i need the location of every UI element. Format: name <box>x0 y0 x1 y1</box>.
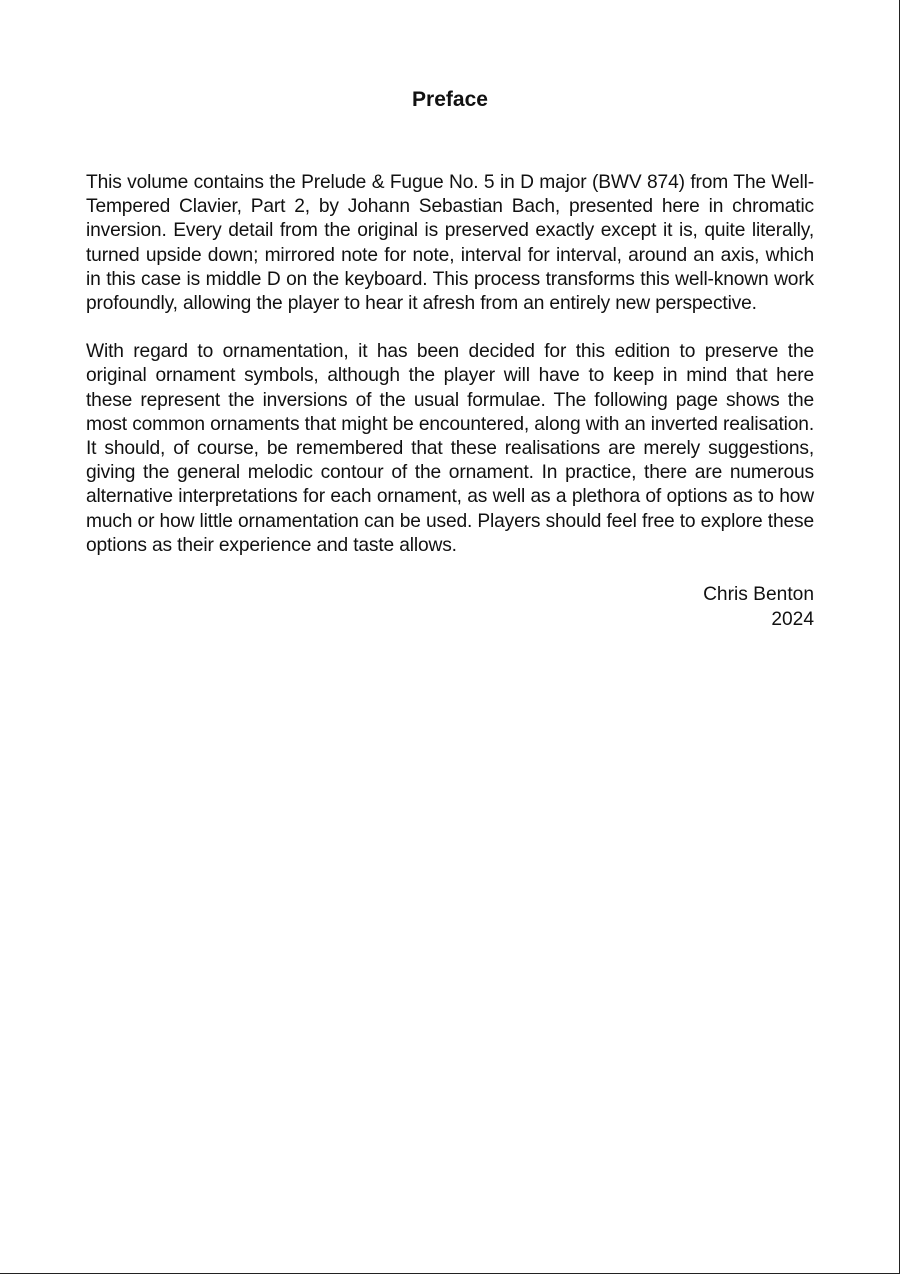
page-title: Preface <box>412 88 488 111</box>
signature-year: 2024 <box>771 609 814 631</box>
preface-body <box>86 171 814 632</box>
author-name: Chris Benton <box>703 584 814 606</box>
signature-block <box>86 582 814 632</box>
paragraph-2: With regard to ornamentation, it has been decided for this edition to preserve the original ornament symbols, although the player will have to keep in mind that here these represent the inversions of the usual formulae. The following page shows the most common ornaments that might be encountered, along with an inverted realisation. It should, of course, be remembered that these realisations are merely suggestions, giving the general melodic contour of the ornament. In practice, there are numerous alternative interpretations for each ornament, as well as a plethora of options as to how much or how little ornamentation can be used. Players should feel free to explore these options as their experience and taste allows. <box>86 341 814 556</box>
paragraph-1: This volume contains the Prelude & Fugue No. 5 in D major (BWV 874) from The Well-Tempered Clavier, Part 2, by Johann Sebastian Bach, presented here in chromatic inversion. Every detail from the original is preserved exactly except it is, quite literally, turned upside down; mirrored note for note, interval for interval, around an axis, which in this case is middle D on the keyboard. This process transforms this well-known work profoundly, allowing the player to hear it afresh from an entirely new perspective. <box>86 172 814 315</box>
